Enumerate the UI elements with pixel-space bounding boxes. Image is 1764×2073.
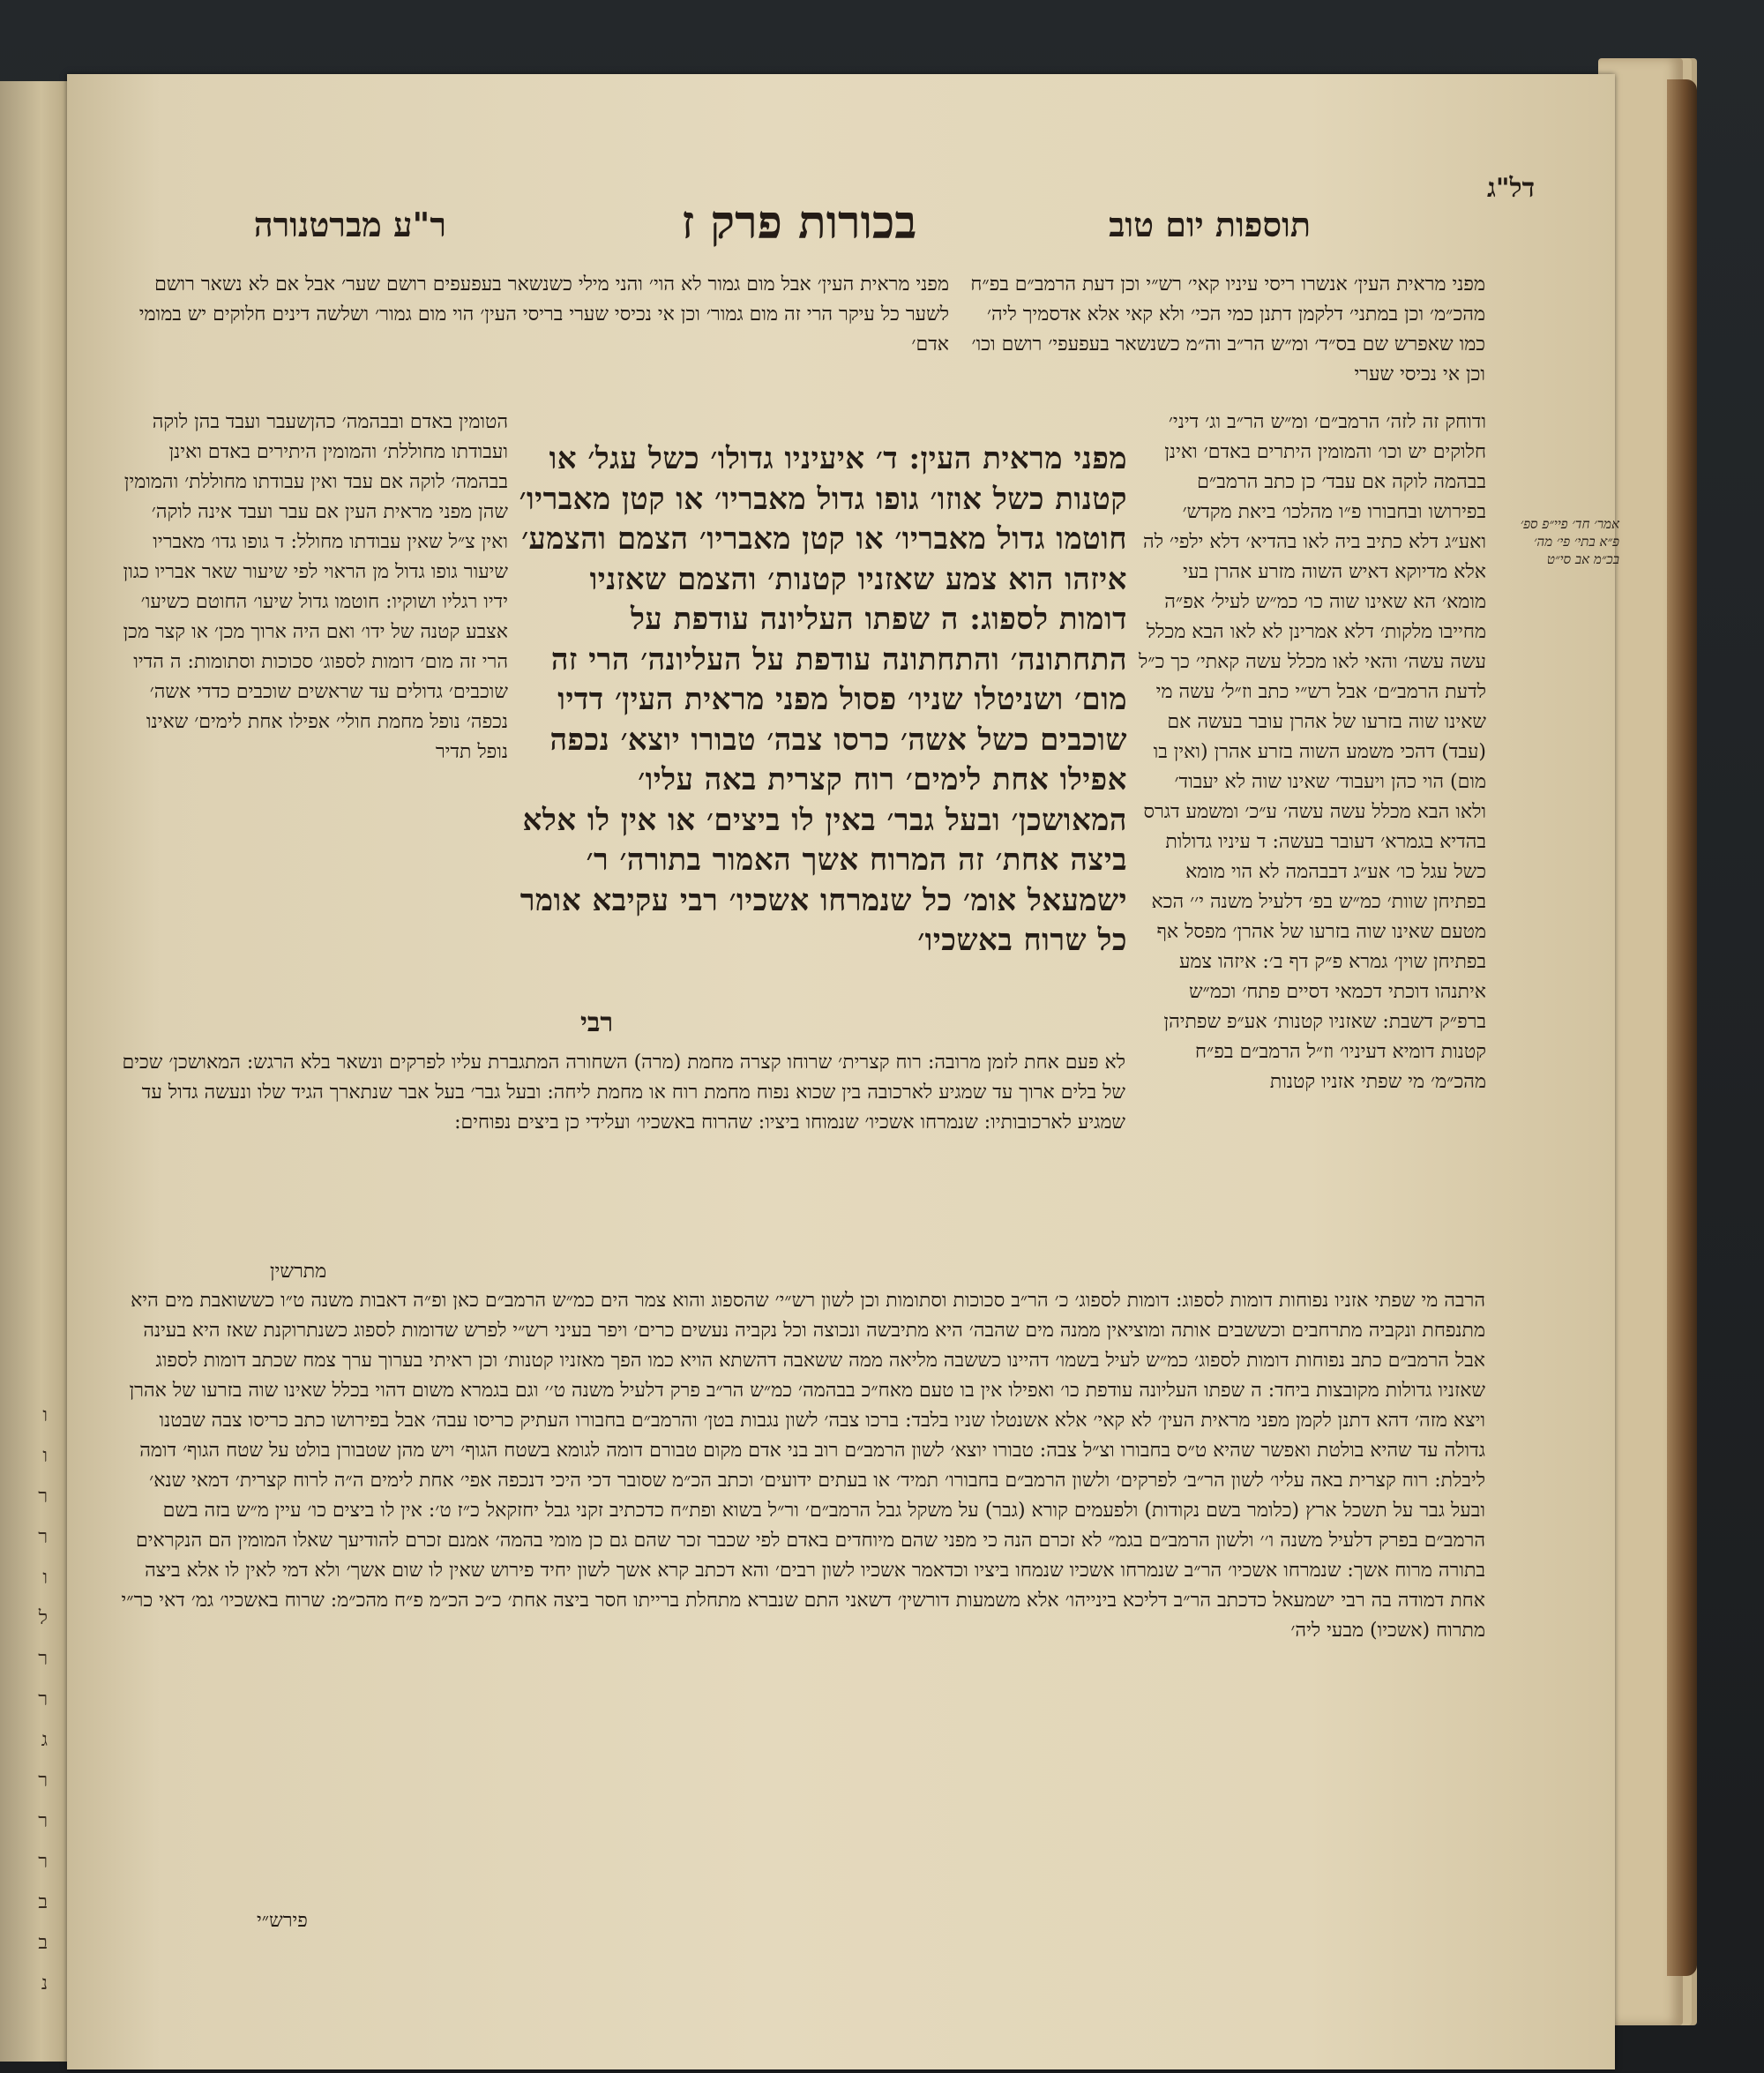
- bartenura-top: מפני מראית העין׳ אבל מום גמור לא הוי׳ והני מילי כשנשאר בעפעפים רושם שער׳ אבל אם לא נשאר רושם לשער כל עיקר הרי זה מום גמור׳ וכן אי נכיסי שערי בריסי העין׳ הוי מום גמור׳ ושלשה דינים חלוקים יש במומי אדם׳: [138, 273, 949, 355]
- mishnah-text: מפני מראית העין: ד׳ איעיניו גדולו׳ כשל עגל׳ או קטנות כשל אוזו׳ גופו גדול מאבריו׳ או קטן מאבריו׳ חוטמו גדול מאבריו׳ או קטן מאבריו׳ הצמם והצמע׳ איזהו הוא צמע שאזניו קטנות׳ והצמם שאזניו דומות לספוג: ה שפתו העליונה עודפת על התחתונה׳ והתחתונה עודפת על העליונה׳ הרי זה מום׳ ושניטלו שניו׳ פסול מפני מראית העין׳ דדיו שוכבים כשל אשה׳ כרסו צבה׳ טבורו יוצא׳ נכפה אפילו אחת לימים׳ רוח קצרית באה עליו׳ המאושכן׳ ובעל גבר׳ באין לו ביצים׳ או אין לו אלא ביצה אחת׳ זה המרוח אשך האמור בתורה׳ ר׳ ישמעאל אומ׳ כל שנמרחו אשכיו׳ רבי עקיבא אומר כל שרוח באשכיו׳: [519, 441, 1127, 958]
- bartenura-column: הטומין באדם ובבהמה׳ כהןשעבר ועבד בהן לוקה ועבודתו מחוללת׳ והמומין היתירים באדם ואינן בבהמה׳ לוקה אם עבד ואין עבודתו מחוללת׳ והמומין שהן מפני מראית העין אם עבר ועבד אינה לוקה׳ ואין צ״ל שאין עבודתו מחולל: ד גופו גדו׳ מאבריו שיעור גופו גדול מן הראוי לפי שיעור שאר אבריו כגון ידיו רגליו ושוקיו: חוטמו גדול שיעו׳ החוטם כשיעו׳ אצבע קטנה של ידו׳ ואם היה ארוך מכן׳ או קצר מכן הרי זה מום׳ דומות לספוג׳ סכוכות וסתומות: ה הדיו שוכבים׳ גדולים עד שראשים שוכבים כדדי אשה׳ נכפה׳ נופל מחמת חולי׳ אפילו אחת לימים׳ שאינו נופל תדיר: [123, 411, 508, 763]
- margin-note: אמר׳ חד׳ פיי״פ ספ׳ פ״א בתי׳ פי׳ מה׳ בכ״מ אב סי״ט: [1520, 516, 1619, 567]
- left-page-edge-glyphs: ו ו ר ר ו ל ר ר ג ר ר ר ב ב נ: [38, 1404, 48, 1994]
- running-header-center: בכורות פרק ז: [681, 196, 917, 250]
- page-number: דל"ג: [1487, 173, 1535, 204]
- left-facing-page-edge: [0, 81, 71, 2062]
- mishnah-catchword: רבי: [580, 1007, 614, 1038]
- book-fore-edge: [1667, 79, 1697, 1976]
- tosafot-yom-tov-column: ודוחק זה לזה׳ הרמב״ם׳ ומ״ש הר״ב וג׳ דיני׳ חלוקים יש וכו׳ והמומין היתרים באדם׳ ואינן בבהמה לוקה אם עבד׳ כן כתב הרמב״ם בפירושו ובחבורו פ״ו מהלכו׳ ביאת מקדש׳ ואע״ג דלא כתיב ביה לאו בהדיא׳ דלא ילפי׳ לה אלא מדיוקא דאיש השוה מזרע אהרן בעי מומא׳ הא שאינו שוה כו׳ כמ״ש לעיל׳ אפ״ה מחייבו מלקות׳ דלא אמרינן לא לאו הבא מכלל עשה עשה׳ והאי לאו מכלל עשה קאתי׳ כך כ״ל לדעת הרמב״ם׳ אבל רש״י כתב וז״ל׳ עשה מי שאינו שוה בזרעו של אהרן עובר בעשה אם (עבד) דהכי משמע השוה בזרע אהרן (ואין בו מום) הוי כהן ויעבוד׳ שאינו שוה לא יעבוד׳ ולאו הבא מכלל עשה עשה׳ ע״כ׳ ומשמע דגרס בהדיא בגמרא׳ דעובר בעשה: ד עיניו גדולות כשל עגל כו׳ אע״ג דבבהמה לא הוי מומא בפתיחן שוות׳ כמ״ש בפ׳ דלעיל משנה י׳׳ הכא מטעם שאינו שוה בזרעו של אהרן׳ מפסל אף בפתיחן שוין׳ גמרא פ״ק דף ב׳: איזהו צמע איתנהו דוכתי דכמאי דסיים פתח׳ וכמ״ש ברפ״ק דשבת: שאזניו קטנות׳ אע״פ שפתיהן קטנות דומיא דעיניו׳ וז״ל הרמב״ם בפ״ח מהכ״מ׳ מי שפתי אזניו קטנות: [1138, 411, 1486, 1093]
- tosafot-yom-tov-bottom: הרבה מי שפתי אזניו נפוחות דומות לספוג: דומות לספוג׳ כ׳ הר״ב סכוכות וסתומות וכן לשון רש״י׳ שהספוג והוא צמר הים כמ״ש הרמב״ם כאן ופ״ה דאבות משנה ט״ו כששואבת מים היא מתנפחת ונקביה מתרחבים וכששבים אותה ומוציאין ממנה מים שהבה׳ היא מתיבשה ונכוצה וכל נקביה נעשים כרים׳ ויפר בעיני רש״י לפרש שדומות לספוג כשנתרוקנת שאז היא בעינה אבל הרמב״ם כתב נפוחות דומות לספוג׳ כמ״ש לעיל בשמו׳ דהיינו כששבה מליאה ממה ששאבה דהשתא הויא כמו הפך מאזניו קטנות׳ וכן ראיתי בערוך ערך צמח שכתב דומות לספוג שאזניו גדולות מקובצות ביחד: ה שפתו העליונה עודפת כו׳ ואפילו אין בו טעם מאח״כ בבהמה׳ כמ״ש הר״ב פרק דלעיל משנה ט׳׳ וגם בגמרא משום דהוי בכלל שאינו שוה בזרעו של אהרן ויצא מזה׳ דהא דתנן לקמן מפני מראית העין׳ לא קאי׳ אלא אשנטלו שניו בלבד: ברכו צבה׳ לשון נגבות בטן׳ והרמב״ם בחבורו העתיק כריסו עבה׳ אבל בפירושו כתב כריסו צבה שבטנו גדולה עד שהיא בולטת ואפשר שהיא ט״ס בחבורו וצ״ל צבה: טבורו יוצא׳ לשון הרמב״ם רוב בני אדם מקום טבורם דומה לגומא בשטח הגוף׳ ויש מהן שטבורן בולט על שטח הגוף׳ דומה ליבלת: רוח קצרית באה עליו׳ לשון הר״ב׳ לפרקים׳ ולשון הרמב״ם בחבורו׳ תמיד׳ או בעתים ידועים׳ וכתב הכ״מ שסובר דכי היכי דנכפה אפי׳ אחת לימים ה״ה לרוח קצרית׳ דמאי שנא׳ ובעל גבר על תשכל ארץ (כלומר בשם נקודות) ולפעמים קורא (גבר) על משקל גבל הרמב״ם׳ ור״ל בשוא ופת״ח כדכתיב זקני גבל יחזקאל כ״ז ט׳: אין לו ביצים כו׳ עיין מ״ש בזה בשם הרמב״ם בפרק דלעיל משנה ו׳׳ ולשון הרמב״ם בגמ״ לא זכרם הנה כי מפני שהם מיוחדים באדם לפי שכבר זכר שהם גם כן מומי בהמה׳ אמנם זכרם להודיעך שאלו המומין הם הנקראים בתורה מרוח אשך: שנמרחו אשכיו׳ הר״ב שנמרחו אשכיו שנמחו ביציו וכדאמר אשכיו לשון רבים׳ והא דכתב קרא אשך לשון יחיד פירוש שאין לו שום אשך׳ ולא דמי לאין לו אלא ביצה אחת דמודה בה רבי ישמעאל כדכתב הר״ב דליכא בינייהו׳ אלא משמעות דורשין׳ דשאני התם שנברא מתחלת ברייתו חסר ביצה אחת׳ כ״כ הכ״מ פ״ח מהכ״מ: שרוח באשכיו׳ גמ׳ דאי כר״י מתרוח (אשכיו) מבעי ליה׳: [121, 1290, 1485, 1642]
- tosafot-yom-tov-top: מפני מראית העין׳ אנשרו ריסי עיניו קאי׳ רש״י וכן דעת הרמב״ם בפ״ח מהכ״מ׳ וכן במתני׳ דלקמן דתנן כמי הכי׳ ולא קאי אלא אדסמיך ליה׳ כמו שאפרש שם בס״ד׳ ומ״ש הר״ב וה״מ כשנשאר בעפעפי׳ רושם וכו׳ וכן אי נכיסי שערי: [970, 273, 1485, 385]
- bartenura-catchword: מתרשין: [270, 1261, 327, 1283]
- running-header-left: ר"ע מברטנורה: [253, 205, 446, 244]
- tosafot-catchword: פירש״י: [257, 1910, 308, 1932]
- bartenura-lower: לא פעם אחת לזמן מרובה: רוח קצרית׳ שרוחו קצרה מחמת (מרה) השחורה המתגברת עליו לפרקים ונשאר בלא הרגש: המאושכן׳ שכים של בלים ארוך עד שמגיע לארכובה בין שכוא נפוח מחמת רוח או מחמת ליחה: ובעל גבר׳ בעל אבר שנתארך הגיד שלו ונעשה גדול עד שמגיע לארכובותיו: שנמרחו אשכיו׳ שנמוחו ביציו: שהרוח באשכיו׳ ועלידי כן ביצים נפוחים:: [122, 1051, 1125, 1134]
- running-header-right: תוספות יום טוב: [1109, 205, 1311, 244]
- book-page: [67, 74, 1619, 2069]
